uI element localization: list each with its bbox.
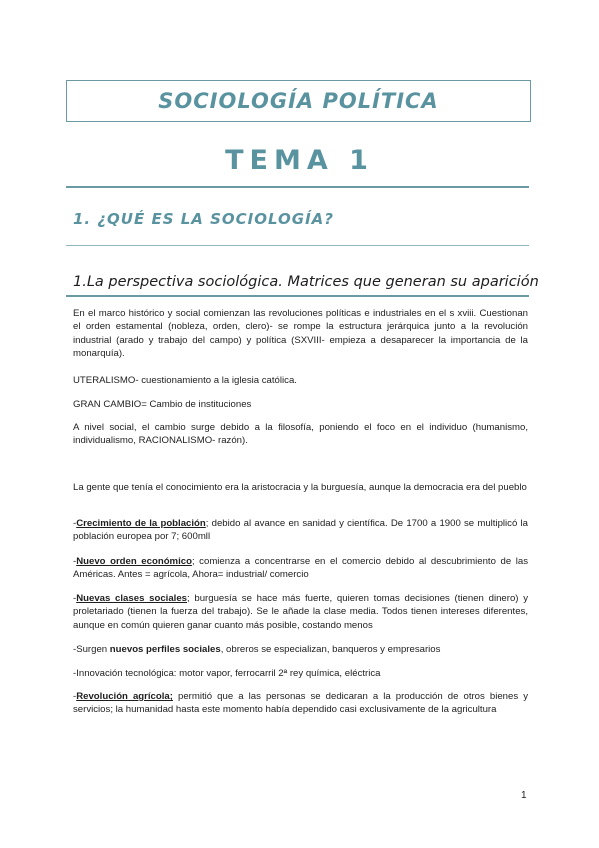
page-number: 1: [521, 790, 527, 801]
bold-term: Revolución agrícola;: [76, 691, 173, 702]
paragraph: A nivel social, el cambio surge debido a la filosofía, poniendo el foco en el individuo (humanismo, individualismo, RACIONALISMO- razón).: [73, 422, 528, 447]
paragraph: La gente que tenía el conocimiento era la aristocracia y la burguesía, aunque la democracia era del pueblo: [73, 482, 527, 493]
bullet-paragraph: -Nuevas clases sociales; burguesía se hace más fuerte, quieren tomas decisiones (tienen dinero) y proletariado (tienen la fuerza del trabajo). Se le añade la clase media. Todos tienen intereses diferentes, aunque en común quieren ganar cuanto más posible, costando menos: [73, 593, 528, 631]
bold-term: Nuevas clases sociales: [76, 593, 187, 604]
paragraph: UTERALISMO- cuestionamiento a la iglesia católica.: [73, 375, 297, 386]
bold-term: Nuevo orden económico: [76, 556, 192, 567]
subsection-divider: [66, 295, 529, 297]
topic-heading: TEMA 1: [225, 145, 374, 176]
bullet-paragraph: -Crecimiento de la población; debido al avance en sanidad y científica. De 1700 a 1900 se multiplicó la población europea por 7; 600mll: [73, 518, 528, 543]
section-heading: 1. ¿QUÉ ES LA SOCIOLOGÍA?: [73, 210, 334, 228]
section-divider: [66, 245, 529, 246]
bullet-paragraph: -Revolución agrícola; permitió que a las personas se dedicaran a la producción de otros bienes y servicios; la humanidad hasta este momento había dependido casi exclusivamente de la agricultura: [73, 691, 528, 716]
bullet-paragraph: -Surgen nuevos perfiles sociales, obreros se especializan, banqueros y empresarios: [73, 644, 441, 655]
document-title: SOCIOLOGÍA POLÍTICA: [158, 89, 439, 113]
bullet-paragraph: -Innovación tecnológica: motor vapor, ferrocarril 2ª rey química, eléctrica: [73, 668, 381, 679]
bold-term: nuevos perfiles sociales: [109, 644, 221, 655]
bullet-paragraph: -Nuevo orden económico; comienza a concentrarse en el comercio debido al descubrimiento de las Américas. Antes = agrícola, Ahora= industrial/ comercio: [73, 556, 528, 581]
paragraph: GRAN CAMBIO= Cambio de instituciones: [73, 399, 252, 410]
topic-divider: [66, 186, 529, 188]
bold-term: Crecimiento de la población: [76, 518, 206, 529]
subsection-heading: 1.La perspectiva sociológica. Matrices que generan su aparición: [73, 274, 539, 290]
paragraph: En el marco histórico y social comienzan las revoluciones políticas e industriales en el s xviii. Cuestionan el orden estamental (nobleza, orden, clero)- se rompe la estructura jerárquica junto a la revolución industrial (arado y trabajo del campo) y política (SXVIII- empieza a desaparecer la importancia de la monarquía).: [73, 308, 528, 360]
title-box: [66, 80, 531, 122]
